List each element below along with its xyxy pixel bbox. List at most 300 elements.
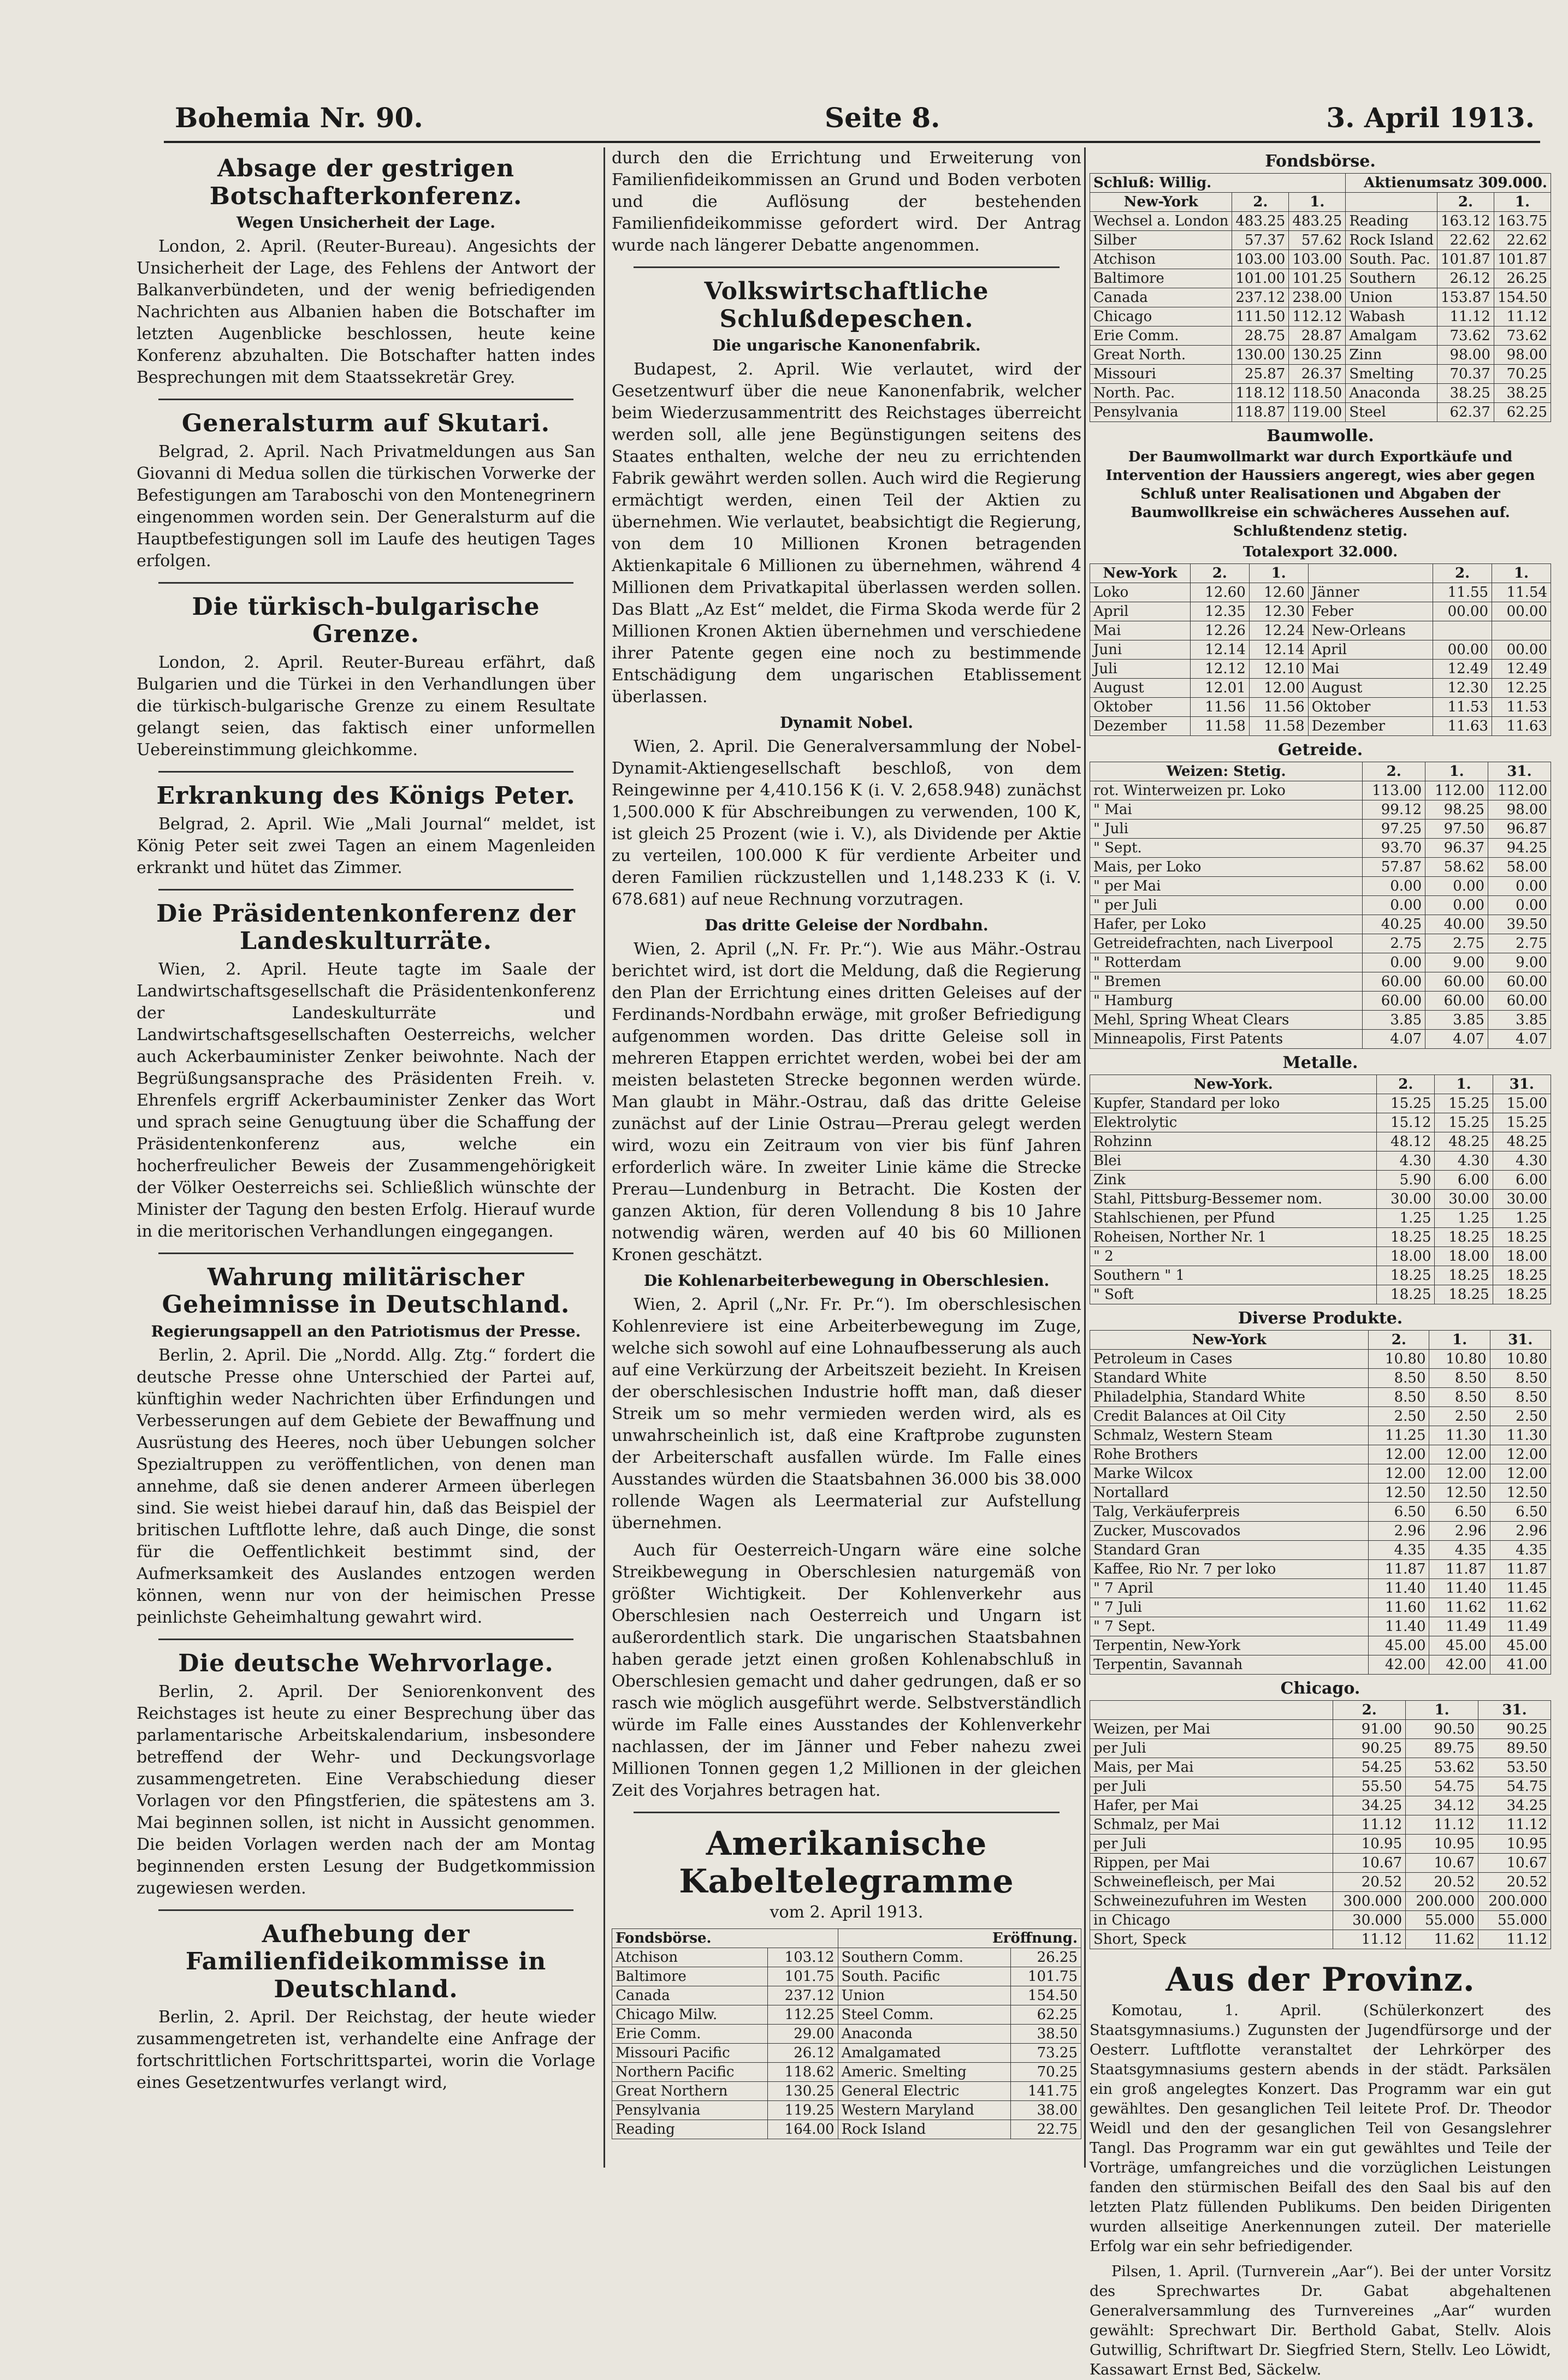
table-cell: Southern " 1 bbox=[1090, 1266, 1377, 1285]
table-cell: 11.56 bbox=[1249, 698, 1308, 717]
table-row bbox=[1090, 403, 1551, 422]
table-cell: 154.50 bbox=[1494, 288, 1551, 307]
table-cell: Reading bbox=[1346, 212, 1437, 231]
column-header bbox=[1346, 193, 1437, 212]
table-row bbox=[1090, 1503, 1551, 1522]
table-cell: 101.87 bbox=[1494, 250, 1551, 269]
table-cell: 62.37 bbox=[1437, 403, 1494, 422]
table-cell: 9.00 bbox=[1488, 953, 1551, 972]
table-row bbox=[1090, 1132, 1551, 1152]
table-row bbox=[1090, 1483, 1551, 1503]
table-cell: Smelting bbox=[1346, 365, 1437, 384]
table-row bbox=[1090, 1739, 1551, 1758]
table-cell: 0.00 bbox=[1363, 896, 1425, 915]
table-cell: 30.00 bbox=[1435, 1190, 1493, 1209]
table-row bbox=[1090, 1892, 1551, 1911]
table-cell: 94.25 bbox=[1488, 839, 1551, 858]
table-cell: 11.49 bbox=[1490, 1617, 1551, 1636]
table-row bbox=[612, 1948, 1081, 1967]
table-cell: 26.37 bbox=[1289, 365, 1346, 384]
table-cell: 154.50 bbox=[1011, 1986, 1081, 2005]
table-cell: 00.00 bbox=[1433, 602, 1492, 621]
table-row bbox=[612, 2025, 1081, 2044]
table-cell: Rock Island bbox=[838, 2120, 1011, 2139]
table-body bbox=[1090, 212, 1551, 422]
table-cell: 22.75 bbox=[1011, 2120, 1081, 2139]
table-cell: 112.12 bbox=[1289, 307, 1346, 327]
table-cell: Stahl, Pittsburg-Bessemer nom. bbox=[1090, 1190, 1377, 1209]
table-row bbox=[612, 1986, 1081, 2005]
table-cell: Rohe Brothers bbox=[1090, 1445, 1369, 1464]
article-text: Berlin, 2. April. Der Seniorenkonvent des Reichstages ist heute zu einer Besprechung über das parlamentarische Arbeitskalendarium, insbesondere betreffend der Wehr- und Deckungsvorlage zusammengetreten. Eine Verabschiedung dieser Vorlagen vor den Pfingstferien, die spätestens am 3. Mai beginnen sollen, ist nicht in Aussicht genommen. Die beiden Vorlagen werden nach der am Montag beginnenden ersten Lesung der Budgetkommission zugewiesen werden. bbox=[137, 1682, 595, 1898]
table-cell: 42.00 bbox=[1429, 1655, 1490, 1675]
table-cell: 10.67 bbox=[1333, 1854, 1406, 1873]
separator bbox=[158, 582, 573, 584]
table-row bbox=[1090, 820, 1551, 839]
table-cell: 130.25 bbox=[768, 2082, 838, 2101]
table-row bbox=[1090, 953, 1551, 972]
table-row bbox=[1090, 1617, 1551, 1636]
table-header-row bbox=[1090, 193, 1551, 212]
table-cell: Mai bbox=[1090, 621, 1191, 640]
table-cell: 11.87 bbox=[1490, 1560, 1551, 1579]
table-cell: Loko bbox=[1090, 583, 1191, 602]
table-cell: 163.75 bbox=[1494, 212, 1551, 231]
table-cell: 11.63 bbox=[1433, 717, 1492, 736]
table-row bbox=[1090, 231, 1551, 250]
cable-table bbox=[612, 1928, 1081, 2139]
column-header: 1. bbox=[1249, 564, 1308, 583]
table-cell: 70.37 bbox=[1437, 365, 1494, 384]
table-row bbox=[612, 2120, 1081, 2139]
table-cell: 45.00 bbox=[1429, 1636, 1490, 1655]
table-cell: Amalgam bbox=[1346, 327, 1437, 346]
table-cell: 4.07 bbox=[1363, 1030, 1425, 1049]
table-cell: 1.25 bbox=[1493, 1209, 1551, 1228]
table-cell: 12.25 bbox=[1492, 679, 1551, 698]
separator bbox=[634, 266, 1060, 268]
table-cell: Missouri bbox=[1090, 365, 1232, 384]
table-cell: 90.25 bbox=[1333, 1739, 1406, 1758]
table-cell: 00.00 bbox=[1433, 640, 1492, 660]
table-cell: 12.00 bbox=[1369, 1464, 1429, 1483]
table-cell: 103.00 bbox=[1289, 250, 1346, 269]
article-text: Budapest, 2. April. Wie verlautet, wird der Gesetzentwurf über die neue Kanonenfabrik, welcher beim Wiederzusammentritt des Reichstages überreicht werden soll, alle jene Begünstigungen seitens des Staates enthalten, welche der neu zu errichtenden Fabrik gewährt werden sollen. Auch wird die Regierung ermächtigt werden, einen Teil der Aktien zu übernehmen. Wie verlautet, beabsichtigt die Regierung, von dem 10 Millionen Kronen betragenden Aktienkapitale 6 Millionen zu übernehmen, während 4 Millionen dem Privatkapital überlassen werden sollen. Das Blatt „Az Est“ meldet, die Firma Skoda werde für 2 Millionen Kronen Aktien übernehmen und verschiedene ihrer Patente gegen eine noch zu bestimmende Entschädigung dem ungarischen Etablissement überlassen. bbox=[612, 360, 1081, 707]
table-cell: per Juli bbox=[1090, 1739, 1333, 1758]
table-cell: 11.49 bbox=[1429, 1617, 1490, 1636]
page-header bbox=[164, 92, 1540, 143]
table-cell: 153.87 bbox=[1437, 288, 1494, 307]
table-cell: 11.40 bbox=[1429, 1579, 1490, 1598]
table-cell: 11.12 bbox=[1478, 1815, 1551, 1835]
table-cell: Minneapolis, First Patents bbox=[1090, 1030, 1363, 1049]
table-cell: 34.25 bbox=[1478, 1796, 1551, 1815]
table-cell: 163.12 bbox=[1437, 212, 1494, 231]
table-cell: 11.58 bbox=[1190, 717, 1249, 736]
table-cell: Jänner bbox=[1308, 583, 1433, 602]
table-cell: " Rotterdam bbox=[1090, 953, 1363, 972]
table-cell: 57.87 bbox=[1363, 858, 1425, 877]
table-row bbox=[1090, 212, 1551, 231]
table-cell: 12.60 bbox=[1249, 583, 1308, 602]
table-row bbox=[1090, 1636, 1551, 1655]
table-cell: 40.25 bbox=[1363, 915, 1425, 934]
column-header: 2. bbox=[1363, 762, 1425, 781]
table-row bbox=[1090, 1113, 1551, 1132]
table-cell: 34.12 bbox=[1406, 1796, 1478, 1815]
table-cell: 42.00 bbox=[1369, 1655, 1429, 1675]
table-cell: 73.62 bbox=[1437, 327, 1494, 346]
table-row bbox=[1090, 717, 1551, 736]
table-subheader: Schluß: Willig. bbox=[1090, 174, 1346, 193]
table-cell: Atchison bbox=[612, 1948, 768, 1967]
separator bbox=[158, 1639, 573, 1640]
table-cell: Schmalz, per Mai bbox=[1090, 1815, 1333, 1835]
table-cell: 12.14 bbox=[1190, 640, 1249, 660]
table-row bbox=[612, 2101, 1081, 2120]
table-cell: 18.00 bbox=[1377, 1247, 1435, 1266]
grain-table bbox=[1090, 762, 1551, 1049]
table-row bbox=[1090, 384, 1551, 403]
table-cell: 62.25 bbox=[1011, 2005, 1081, 2025]
table-cell: April bbox=[1090, 602, 1191, 621]
table-row bbox=[1090, 1930, 1551, 1949]
table-cell: Credit Balances at Oil City bbox=[1090, 1407, 1369, 1426]
table-cell: 11.40 bbox=[1369, 1617, 1429, 1636]
table-cell: 237.12 bbox=[1232, 288, 1289, 307]
table-cell: 4.07 bbox=[1488, 1030, 1551, 1049]
table-row bbox=[1090, 1426, 1551, 1445]
table-cell: 12.01 bbox=[1190, 679, 1249, 698]
table-row bbox=[1090, 800, 1551, 820]
table-cell: 55.000 bbox=[1406, 1911, 1478, 1930]
table-cell: Atchison bbox=[1090, 250, 1232, 269]
article-title: Absage der gestrigen Botschafterkonferenz. bbox=[209, 155, 523, 210]
table-cell: Stahlschienen, per Pfund bbox=[1090, 1209, 1377, 1228]
table-cell: April bbox=[1308, 640, 1433, 660]
table-cell: 12.50 bbox=[1429, 1483, 1490, 1503]
table-cell: Blei bbox=[1090, 1152, 1377, 1171]
table-cell: " per Mai bbox=[1090, 877, 1363, 896]
table-cell: Chicago bbox=[1090, 307, 1232, 327]
table-cell: 28.87 bbox=[1289, 327, 1346, 346]
table-cell: 103.12 bbox=[768, 1948, 838, 1967]
table-cell: 200.000 bbox=[1478, 1892, 1551, 1911]
table-cell: Kupfer, Standard per loko bbox=[1090, 1094, 1377, 1113]
table-row bbox=[1090, 698, 1551, 717]
table-cell: 118.50 bbox=[1289, 384, 1346, 403]
table-cell: Terpentin, New-York bbox=[1090, 1636, 1369, 1655]
table-cell: 8.50 bbox=[1429, 1388, 1490, 1407]
table-cell: 10.95 bbox=[1333, 1835, 1406, 1854]
table-cell: 12.30 bbox=[1249, 602, 1308, 621]
table-cell: 101.25 bbox=[1289, 269, 1346, 288]
table-cell: 237.12 bbox=[768, 1986, 838, 2005]
table-row bbox=[1090, 660, 1551, 679]
article-title: Erkrankung des Königs Peter. bbox=[156, 781, 576, 810]
table-row bbox=[1090, 1171, 1551, 1190]
article-text: Wien, 2. April („N. Fr. Pr.“). Wie aus Mähr.-Ostrau berichtet wird, ist dort die Meldung, daß die Regierung den Plan der Errichtung eines dritten Geleises auf der Ferdinands-Nordbahn erwäge, mit großer Befriedigung aufgenommen worden. Das dritte Geleise soll in mehreren Etappen errichtet werden, wobei bei der am meisten belasteten Strecke begonnen werden würde. Man glaubt in Mähr.-Ostrau, daß das dritte Geleise zunächst auf der Linie Ostrau—Prerau gelegt werden wird, wozu ein Zeitraum von vier bis fünf Jahren erforderlich wäre. In zweiter Linie käme die Strecke Prerau—Lundenburg in Betracht. Die Kosten der ganzen Aktion, für deren Vollendung 8 bis 10 Jahre notwendig wären, werden auf 40 bis 60 Millionen Kronen geschätzt. bbox=[612, 940, 1081, 1265]
table-body bbox=[1090, 781, 1551, 1049]
table-cell: 57.62 bbox=[1289, 231, 1346, 250]
table-cell: General Electric bbox=[838, 2082, 1011, 2101]
article-text: Berlin, 2. April. Der Reichstag, der heute wieder zusammengetreten ist, verhandelte eine Anfrage der fortschrittlichen Fortschrittspartei, worin die Vorlage eines Gesetzentwurfes verlangt wird, bbox=[137, 2008, 595, 2093]
table-row bbox=[1090, 1266, 1551, 1285]
table-cell: 11.87 bbox=[1429, 1560, 1490, 1579]
table-cell: 60.00 bbox=[1488, 972, 1551, 992]
table-cell: 11.87 bbox=[1369, 1560, 1429, 1579]
article-text: Belgrad, 2. April. Wie „Mali Journal“ meldet, ist König Peter seit zwei Tagen an einem Magenleiden erkrankt und hütet das Zimmer. bbox=[137, 814, 595, 877]
table-cell: 3.85 bbox=[1363, 1011, 1425, 1030]
article-title: Die deutsche Wehrvorlage. bbox=[178, 1649, 554, 1677]
table-cell: 54.75 bbox=[1478, 1777, 1551, 1796]
table-cell: 4.35 bbox=[1429, 1541, 1490, 1560]
table-cell: 55.000 bbox=[1478, 1911, 1551, 1930]
table-row bbox=[1090, 1209, 1551, 1228]
table-row bbox=[1090, 1350, 1551, 1369]
article-title: Generalsturm auf Skutari. bbox=[181, 409, 551, 438]
table-cell: Juni bbox=[1090, 640, 1191, 660]
table-cell: 1.25 bbox=[1377, 1209, 1435, 1228]
table-cell: 48.25 bbox=[1493, 1132, 1551, 1152]
table-row bbox=[612, 2082, 1081, 2101]
section-title: Aus der Provinz. bbox=[1165, 1961, 1475, 1999]
article-text: Auch für Oesterreich-Ungarn wäre eine solche Streikbewegung in Oberschlesien naturgemäß von größter Wichtigkeit. Der Kohlenverkehr aus Oberschlesien nach Oesterreich und Ungarn ist außerordentlich stark. Die ungarischen Staatsbahnen haben gerade jetzt einen großen Kohlenabschluß in Oberschlesien gemacht und daher gedrungen, daß er so rasch wie möglich ausgeführt werde. Selbstverständlich würde im Falle eines Ausstandes der Kohlenverkehr nachlassen, der im Jänner und Feber nahezu zwei Millionen Tonnen gegen 1,2 Millionen in der gleichen Zeit des Vorjahres betragen hat. bbox=[612, 1541, 1081, 1801]
table-cell: 101.75 bbox=[768, 1967, 838, 1986]
table-cell: " 7 Sept. bbox=[1090, 1617, 1369, 1636]
table-header-row bbox=[1090, 564, 1551, 583]
table-cell: 0.00 bbox=[1488, 896, 1551, 915]
table-cell: 11.12 bbox=[1437, 307, 1494, 327]
table-cell: South. Pacific bbox=[838, 1967, 1011, 1986]
table-cell: 30.000 bbox=[1333, 1911, 1406, 1930]
table-cell: 60.00 bbox=[1363, 972, 1425, 992]
table-cell: 39.50 bbox=[1488, 915, 1551, 934]
article-subtitle: Wegen Unsicherheit der Lage. bbox=[236, 213, 495, 232]
table-cell: 38.00 bbox=[1011, 2101, 1081, 2120]
table-cell: 26.12 bbox=[1437, 269, 1494, 288]
table-cell: 34.25 bbox=[1333, 1796, 1406, 1815]
column-header: 1. bbox=[1492, 564, 1551, 583]
table-cell: 8.50 bbox=[1490, 1369, 1551, 1388]
column-header: 2. bbox=[1437, 193, 1494, 212]
article-text: Belgrad, 2. April. Nach Privatmeldungen aus San Giovanni di Medua sollen die türkischen Vorwerke der Befestigungen am Taraboschi von den Montenegrinern eingenommen worden sein. Der Generalsturm auf die Hauptbefestigungen soll im Laufe des heutigen Tages erfolgen. bbox=[137, 442, 595, 571]
table-cell: per Juli bbox=[1090, 1835, 1333, 1854]
table-cell: 4.07 bbox=[1425, 1030, 1488, 1049]
table-cell: 4.30 bbox=[1377, 1152, 1435, 1171]
table-row bbox=[1090, 1655, 1551, 1675]
table-cell: 3.85 bbox=[1425, 1011, 1488, 1030]
table-cell: 103.00 bbox=[1232, 250, 1289, 269]
table-cell: 11.30 bbox=[1490, 1426, 1551, 1445]
table-cell: 97.50 bbox=[1425, 820, 1488, 839]
chicago-table bbox=[1090, 1700, 1551, 1949]
table-cell: 98.00 bbox=[1488, 800, 1551, 820]
table-cell: 90.25 bbox=[1478, 1720, 1551, 1739]
column-header: 31. bbox=[1490, 1331, 1551, 1350]
table-cell: Petroleum in Cases bbox=[1090, 1350, 1369, 1369]
table-row bbox=[1090, 1522, 1551, 1541]
table-row bbox=[1090, 307, 1551, 327]
table-cell: 8.50 bbox=[1369, 1369, 1429, 1388]
article-title: Die Präsidentenkonferenz der Landeskulturräte. bbox=[156, 899, 576, 955]
column-header: 1. bbox=[1494, 193, 1551, 212]
table-cell: 15.25 bbox=[1377, 1094, 1435, 1113]
table-cell: 0.00 bbox=[1363, 953, 1425, 972]
table-cell: Anaconda bbox=[838, 2025, 1011, 2044]
table-cell: 12.24 bbox=[1249, 621, 1308, 640]
table-cell: Erie Comm. bbox=[612, 2025, 768, 2044]
table-cell: 38.25 bbox=[1437, 384, 1494, 403]
table-cell: 118.87 bbox=[1232, 403, 1289, 422]
article-subtitle: Das dritte Geleise der Nordbahn. bbox=[705, 916, 989, 935]
table-cell: 60.00 bbox=[1425, 992, 1488, 1011]
table-cell: 18.00 bbox=[1493, 1247, 1551, 1266]
issue-date: 3. April 1913. bbox=[1326, 102, 1535, 134]
table-cell: 73.62 bbox=[1494, 327, 1551, 346]
table-cell: Wabash bbox=[1346, 307, 1437, 327]
article-text: Pilsen, 1. April. (Turnverein „Aar“). Bei der unter Vorsitz des Sprechwartes Dr. Gabat abgehaltenen Generalversammlung des Turnvereines „Aar“ wurden gewählt: Sprechwart Dir. Berthold Gabat, Stellv. Alois Gutwillig, Schriftwart Dr. Siegfried Stern, Stellv. Leo Löwidt, Kassawart Ernst Bed, Säckelw. bbox=[1090, 2263, 1551, 2378]
column-header bbox=[1090, 1701, 1333, 1720]
table-cell: Roheisen, Norther Nr. 1 bbox=[1090, 1228, 1377, 1247]
table-cell: 11.62 bbox=[1429, 1598, 1490, 1617]
column-header: 31. bbox=[1478, 1701, 1551, 1720]
table-cell: 91.00 bbox=[1333, 1720, 1406, 1739]
table-cell: 70.25 bbox=[1011, 2063, 1081, 2082]
table-cell: 12.60 bbox=[1190, 583, 1249, 602]
table-cell: Steel Comm. bbox=[838, 2005, 1011, 2025]
article-text: Wien, 2. April. Heute tagte im Saale der Landwirtschaftsgesellschaft die Präsidentenkonferenz der Landeskulturräte und Landwirtschaftsgesellschaften Oesterreichs, welcher auch Ackerbauminister Zenker beiwohnte. Nach der Begrüßungsansprache des Präsidenten Freih. v. Ehrenfels ergriff Ackerbauminister Zenker das Wort und sprach seine Genugtuung über die Schaffung der Präsidentenkonferenz aus, welche ein hocherfreulicher Beweis der Zusammengehörigkeit der Völker Oesterreichs sei. Schließlich wünschte der Minister der Tagung den besten Erfolg. Hierauf wurde in die meritorischen Verhandlungen eingegangen. bbox=[137, 959, 595, 1241]
table-cell: Weizen, per Mai bbox=[1090, 1720, 1333, 1739]
column-header: New-York bbox=[1090, 1331, 1369, 1350]
table-cell: 118.12 bbox=[1232, 384, 1289, 403]
table-cell: 20.52 bbox=[1406, 1873, 1478, 1892]
column-header: Weizen: Stetig. bbox=[1090, 762, 1363, 781]
table-title: Baumwolle. bbox=[1267, 426, 1374, 446]
table-cell: 18.25 bbox=[1435, 1228, 1493, 1247]
table-cell: 0.00 bbox=[1488, 877, 1551, 896]
table-row bbox=[1090, 1247, 1551, 1266]
table-cell: 2.75 bbox=[1425, 934, 1488, 953]
column-header: 2. bbox=[1190, 564, 1249, 583]
table-cell: 12.00 bbox=[1429, 1464, 1490, 1483]
table-cell: 98.00 bbox=[1437, 346, 1494, 365]
table-cell: 8.50 bbox=[1369, 1388, 1429, 1407]
export-total: Totalexport 32.000. bbox=[1242, 544, 1398, 560]
column-header: 31. bbox=[1493, 1075, 1551, 1094]
table-cell: 11.63 bbox=[1492, 717, 1551, 736]
table-cell: 112.00 bbox=[1488, 781, 1551, 800]
table-cell: 0.00 bbox=[1425, 877, 1488, 896]
table-row bbox=[1090, 602, 1551, 621]
table-cell: Canada bbox=[1090, 288, 1232, 307]
table-cell: 9.00 bbox=[1425, 953, 1488, 972]
table-cell: 300.000 bbox=[1333, 1892, 1406, 1911]
table-cell: 6.50 bbox=[1490, 1503, 1551, 1522]
table-cell: 12.00 bbox=[1490, 1464, 1551, 1483]
table-cell: Americ. Smelting bbox=[838, 2063, 1011, 2082]
table-cell: 200.000 bbox=[1406, 1892, 1478, 1911]
table-cell: South. Pac. bbox=[1346, 250, 1437, 269]
table-cell: 8.50 bbox=[1490, 1388, 1551, 1407]
issue-number: Bohemia Nr. 90. bbox=[175, 102, 423, 134]
table-cell: Baltimore bbox=[1090, 269, 1232, 288]
table-cell: 4.35 bbox=[1490, 1541, 1551, 1560]
table-cell: 89.50 bbox=[1478, 1739, 1551, 1758]
article-text: Wien, 2. April. Die Generalversammlung der Nobel-Dynamit-Aktiengesellschaft beschloß, von dem Reingewinne per 4,410.156 K (i. V. 2,658.948) zunächst 1,500.000 K für Abschreibungen zu verwenden, 100 K, ist gleich 25 Prozent (wie i. V.), als Dividende per Aktie zu verteilen, 100.000 K für verdiente Arbeiter und deren Familien rückzustellen und 1,148.233 K (i. V. 678.681) auf neue Rechnung vorzutragen. bbox=[612, 737, 1081, 910]
table-row bbox=[1090, 972, 1551, 992]
table-cell: Hafer, per Mai bbox=[1090, 1796, 1333, 1815]
table-row bbox=[1090, 1464, 1551, 1483]
table-row bbox=[1090, 1815, 1551, 1835]
table-cell: 18.25 bbox=[1435, 1285, 1493, 1304]
table-cell: Pensylvania bbox=[1090, 403, 1232, 422]
table-cell: 89.75 bbox=[1406, 1739, 1478, 1758]
table-cell: 11.40 bbox=[1369, 1579, 1429, 1598]
table-cell: 4.35 bbox=[1369, 1541, 1429, 1560]
article-text: Wien, 2. April („Nr. Fr. Pr.“). Im oberschlesischen Kohlenreviere ist eine Arbeiterbewegung im Zuge, welche sich sowohl auf eine Lohnaufbesserung als auch auf eine Verkürzung der Arbeitszeit bezieht. In Kreisen der oberschlesischen Industrie hofft man, daß dieser Streik um so mehr vermieden werden wird, als es unwahrscheinlich ist, daß eine Kraftprobe zugunsten der Arbeiterschaft ausfallen würde. Im Falle eines Ausstandes würden die Staatsbahnen 36.000 bis 38.000 rollende Wagen als Leermaterial zur Aufstellung übernehmen. bbox=[612, 1295, 1081, 1533]
table-cell: " Bremen bbox=[1090, 972, 1363, 992]
table-cell: 2.50 bbox=[1429, 1407, 1490, 1426]
column-header: New-York bbox=[1090, 564, 1191, 583]
table-cell: 30.00 bbox=[1377, 1190, 1435, 1209]
fonds-table bbox=[1090, 173, 1551, 422]
column-header: 1. bbox=[1429, 1331, 1490, 1350]
market-note: Der Baumwollmarkt war durch Exportkäufe und Intervention der Haussiers angeregt, wies aber gegen Schluß unter Realisationen und Abgaben der Baumwollkreise ein schwächeres Aussehen auf. Schlußtendenz stetig. bbox=[1105, 449, 1535, 539]
article-subtitle: Regierungsappell an den Patriotismus der Presse. bbox=[151, 1322, 581, 1340]
table-row bbox=[1090, 346, 1551, 365]
table-cell: 48.25 bbox=[1435, 1132, 1493, 1152]
table-cell: Steel bbox=[1346, 403, 1437, 422]
column-header: 31. bbox=[1488, 762, 1551, 781]
table-cell: 45.00 bbox=[1369, 1636, 1429, 1655]
article-text: London, 2. April. Reuter-Bureau erfährt, daß Bulgarien und die Türkei in den Verhandlungen über die türkisch-bulgarische Grenze zu einem Resultate gelangt seien, das faktisch einer unformellen Uebereinstimmung gleichkomme. bbox=[137, 652, 595, 759]
table-row bbox=[1090, 992, 1551, 1011]
table-cell: 26.25 bbox=[1494, 269, 1551, 288]
table-cell: 12.00 bbox=[1249, 679, 1308, 698]
table-cell: 20.52 bbox=[1333, 1873, 1406, 1892]
table-cell: 12.00 bbox=[1429, 1445, 1490, 1464]
table-cell: 11.53 bbox=[1492, 698, 1551, 717]
table-cell: Rock Island bbox=[1346, 231, 1437, 250]
table-cell: 11.30 bbox=[1429, 1426, 1490, 1445]
table-cell: Dezember bbox=[1090, 717, 1191, 736]
table-cell: Zucker, Muscovados bbox=[1090, 1522, 1369, 1541]
table-cell: 99.12 bbox=[1363, 800, 1425, 820]
table-body bbox=[1090, 1350, 1551, 1675]
table-cell: Baltimore bbox=[612, 1967, 768, 1986]
table-cell: August bbox=[1308, 679, 1433, 698]
table-cell: Mehl, Spring Wheat Clears bbox=[1090, 1011, 1363, 1030]
table-cell: 11.12 bbox=[1406, 1815, 1478, 1835]
table-cell: 112.00 bbox=[1425, 781, 1488, 800]
table-cell: 119.00 bbox=[1289, 403, 1346, 422]
table-cell: Great North. bbox=[1090, 346, 1232, 365]
table-cell: Western Maryland bbox=[838, 2101, 1011, 2120]
table-cell: 101.87 bbox=[1437, 250, 1494, 269]
column-header: 1. bbox=[1435, 1075, 1493, 1094]
table-cell: 28.75 bbox=[1232, 327, 1289, 346]
table-cell: 15.25 bbox=[1493, 1113, 1551, 1132]
table-row bbox=[1090, 1445, 1551, 1464]
table-cell: rot. Winterweizen pr. Loko bbox=[1090, 781, 1363, 800]
table-row bbox=[1090, 250, 1551, 269]
article-subtitle: Die Kohlenarbeiterbewegung in Oberschlesien. bbox=[643, 1272, 1050, 1290]
table-row bbox=[1090, 1285, 1551, 1304]
table-header-row bbox=[1090, 762, 1551, 781]
table-cell: 2.50 bbox=[1490, 1407, 1551, 1426]
table-row bbox=[1090, 1579, 1551, 1598]
